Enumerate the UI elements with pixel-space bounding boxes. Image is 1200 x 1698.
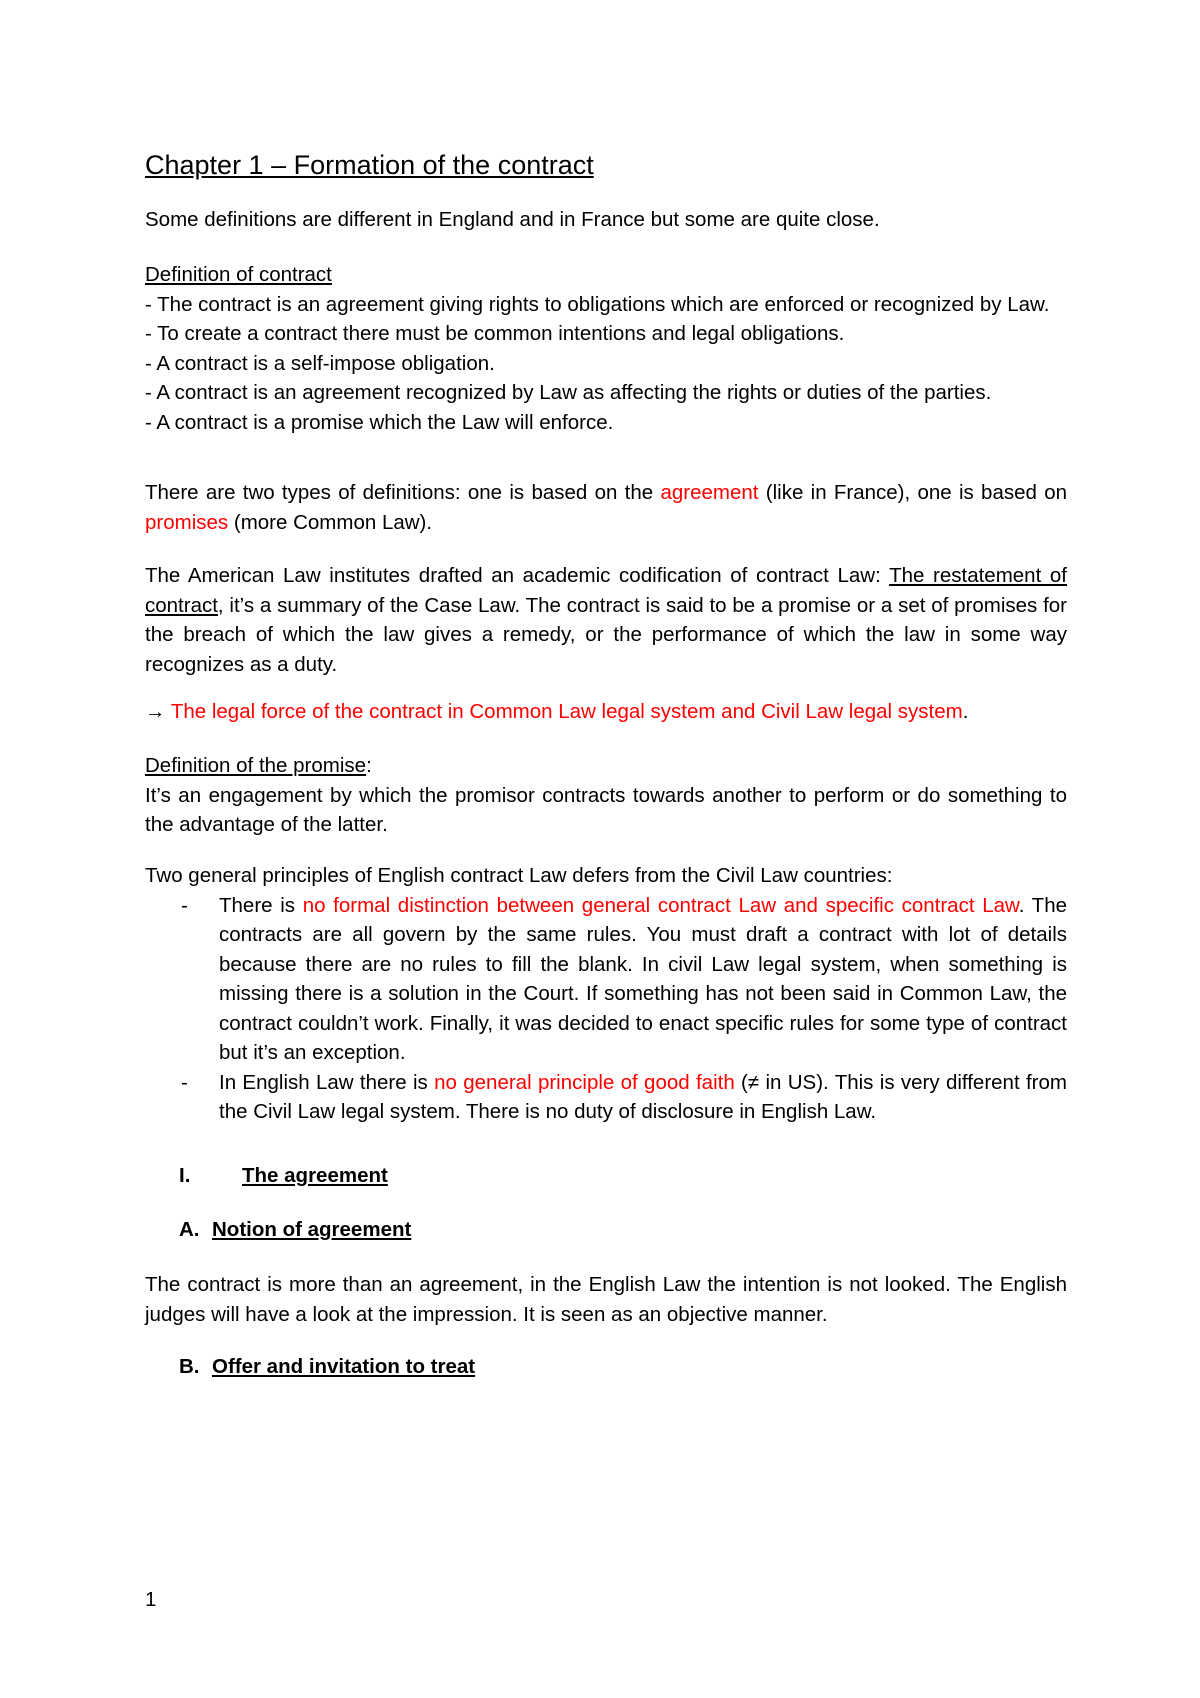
text-run: (≠ in US). This is very different from the Civil Law legal system. There is no duty of disclosure in English Law. <box>219 1070 1067 1123</box>
principles-section <box>145 861 1067 1127</box>
intro-paragraph: Some definitions are different in England and in France but some are quite close. <box>145 208 880 231</box>
text-run: The American Law institutes drafted an academic codification of contract Law: <box>145 564 890 587</box>
legal-force-line <box>145 697 1067 727</box>
text-run: (more Common Law). <box>228 510 433 534</box>
highlight-no-good-faith: no general principle of good faith <box>434 1070 735 1094</box>
notion-of-agreement-paragraph: The contract is more than an agreement, in the English Law the intention is not looked. The English judges will have a look at the impression. It is seen as an objective manner. <box>145 1273 1067 1326</box>
section-number: A. <box>179 1218 200 1241</box>
chapter-title: Chapter 1 – Formation of the contract <box>145 150 594 180</box>
text-run: . <box>962 700 969 723</box>
highlight-no-formal-distinction: no formal distinction between general contract Law and specific contract Law <box>302 893 1019 917</box>
bullet-dash: - <box>181 893 188 917</box>
contract-definition-item: - A contract is a self-impose obligation. <box>145 351 495 375</box>
text-run: . The contracts are all govern by the same rules. You must draft a contract with lot of details because there are no rules to fill the blank. In civil Law legal system, when something is missing there is a solution in the Court. If something has not been said in Common Law, the contract couldn’t work. Finally, it was decided to enact specific rules for some type of contract but it’s an exception. <box>219 893 1068 1064</box>
text-run: (like in France), one is based on <box>758 481 1067 504</box>
definition-types-paragraph <box>145 478 1067 537</box>
text-run: There is <box>219 893 303 917</box>
text-run: : <box>366 754 372 777</box>
highlight-promises: promises <box>145 510 229 534</box>
list-item <box>145 1068 1067 1127</box>
section-heading-B <box>179 1352 475 1382</box>
legal-force-highlight: The legal force of the contract in Common Law legal system and Civil Law legal system <box>170 700 963 723</box>
text-run: , it’s a summary of the Case Law. The contract is said to be a promise or a set of promises for the breach of which the law gives a remedy, or the performance of which the law in some way recognizes as a duty. <box>145 593 1067 676</box>
text-run: There are two types of definitions: one is based on the <box>145 481 661 504</box>
arrow-icon: → <box>145 700 171 723</box>
page-number: 1 <box>145 1588 157 1611</box>
contract-definition-item: - To create a contract there must be common intentions and legal obligations. <box>145 322 845 345</box>
section-heading-A <box>179 1215 411 1245</box>
definition-of-contract-section <box>145 260 1067 437</box>
section-number: I. <box>179 1164 191 1187</box>
contract-definition-item: - A contract is an agreement recognized by Law as affecting the rights or duties of the parties. <box>145 381 992 404</box>
definition-of-promise-section <box>145 751 1067 840</box>
section-number: B. <box>179 1355 200 1378</box>
highlight-agreement: agreement <box>660 481 759 504</box>
contract-definition-item: - A contract is a promise which the Law will enforce. <box>145 410 614 434</box>
section-heading-I <box>179 1161 388 1191</box>
principles-intro: Two general principles of English contract Law defers from the Civil Law countries: <box>145 864 893 887</box>
definition-of-contract-heading: Definition of contract <box>145 263 332 286</box>
section-title: Offer and invitation to treat <box>212 1355 476 1378</box>
bullet-dash: - <box>181 1070 188 1094</box>
promise-definition-text: It’s an engagement by which the promisor contracts towards another to perform or do something to the advantage of the latter. <box>145 783 1067 836</box>
restatement-reference: The restatement of contract <box>145 564 1068 617</box>
principles-list <box>145 891 1067 1127</box>
section-title: Notion of agreement <box>212 1218 412 1241</box>
text-run: In English Law there is <box>219 1070 435 1094</box>
contract-definition-item: - The contract is an agreement giving rights to obligations which are enforced or recognized by Law. <box>145 292 1050 316</box>
list-item <box>145 891 1067 1068</box>
definition-of-promise-heading: Definition of the promise <box>145 754 367 777</box>
american-law-paragraph <box>145 561 1067 679</box>
section-title: The agreement <box>242 1164 388 1187</box>
